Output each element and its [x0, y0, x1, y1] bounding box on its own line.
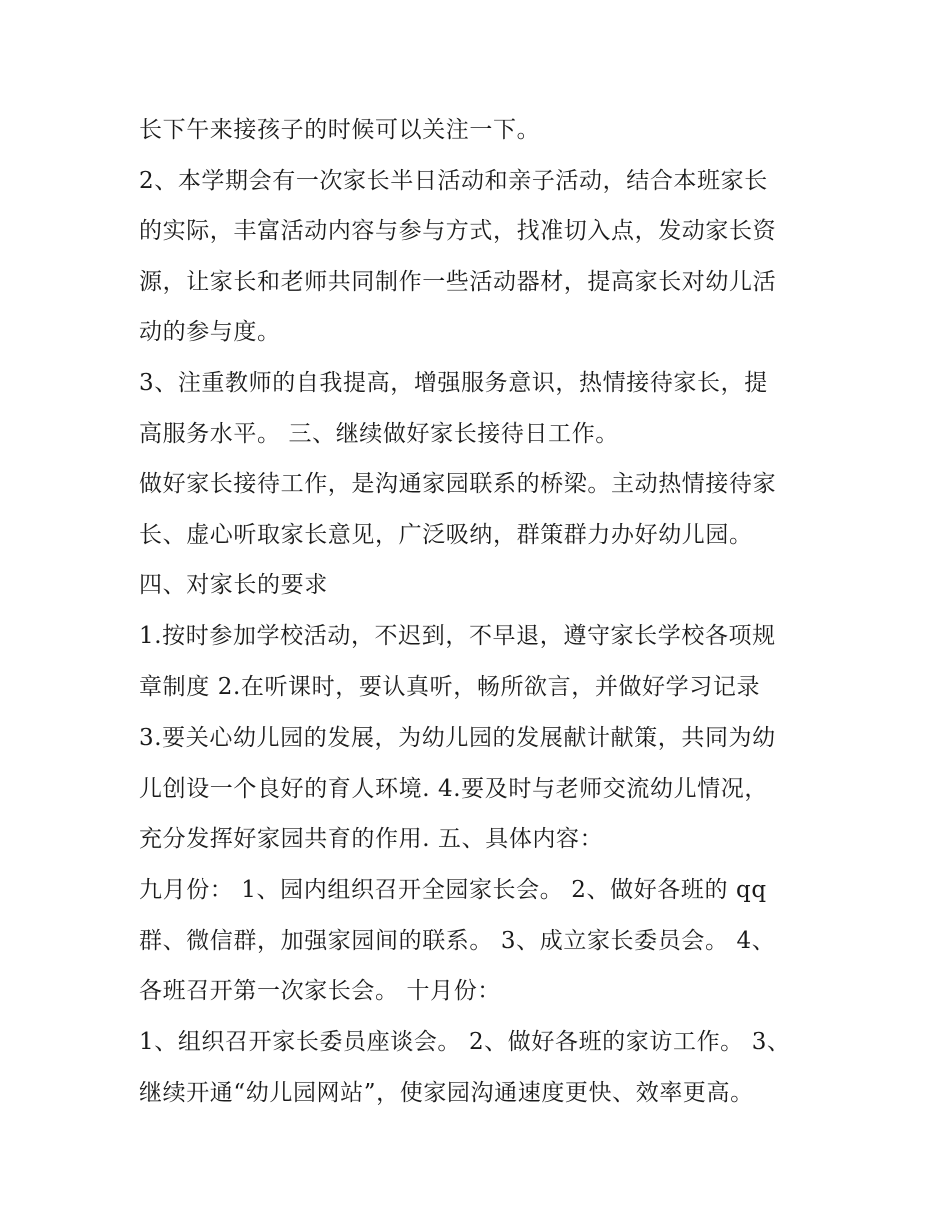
text-line: 做好家长接待工作，是沟通家园联系的桥梁。主动热情接待家	[139, 471, 777, 497]
text-line: 九月份： 1、园内组织召开全园家长会。 2、做好各班的 qq	[139, 877, 767, 903]
text-line: 2、本学期会有一次家长半日活动和亲子活动，结合本班家长	[139, 168, 768, 194]
text-line: 儿创设一个良好的育人环境. 4.要及时与老师交流幼儿情况，	[139, 776, 768, 802]
text-line: 群、微信群，加强家园间的联系。 3、成立家长委员会。 4、	[139, 928, 776, 954]
text-line: 高服务水平。 三、继续做好家长接待日工作。	[139, 421, 619, 447]
text-line: 1.按时参加学校活动，不迟到，不早退，遵守家长学校各项规	[139, 623, 776, 649]
text-line: 长、虚心听取家长意见，广泛吸纳，群策群力办好幼儿园。	[139, 522, 753, 548]
text-line: 继续开通“幼儿园网站”，使家园沟通速度更快、效率更高。	[139, 1080, 754, 1106]
text-line: 源，让家长和老师共同制作一些活动器材，提高家长对幼儿活	[139, 269, 777, 295]
text-line: 3.要关心幼儿园的发展，为幼儿园的发展献计献策，共同为幼	[139, 725, 776, 751]
text-line: 的实际，丰富活动内容与参与方式，找准切入点，发动家长资	[139, 218, 777, 244]
text-line: 各班召开第一次家长会。 十月份：	[139, 978, 501, 1004]
text-line: 动的参与度。	[139, 319, 281, 345]
section-heading: 四、对家长的要求	[139, 572, 328, 598]
text-line: 3、注重教师的自我提高，增强服务意识，热情接待家长，提	[139, 370, 768, 396]
text-line: 1、组织召开家长委员座谈会。 2、做好各班的家访工作。 3、	[139, 1029, 791, 1055]
text-line: 长下午来接孩子的时候可以关注一下。	[139, 117, 541, 143]
text-line: 充分发挥好家园共育的作用. 五、具体内容：	[139, 826, 604, 852]
text-line: 章制度 2.在听课时，要认真听，畅所欲言，并做好学习记录	[139, 674, 761, 700]
